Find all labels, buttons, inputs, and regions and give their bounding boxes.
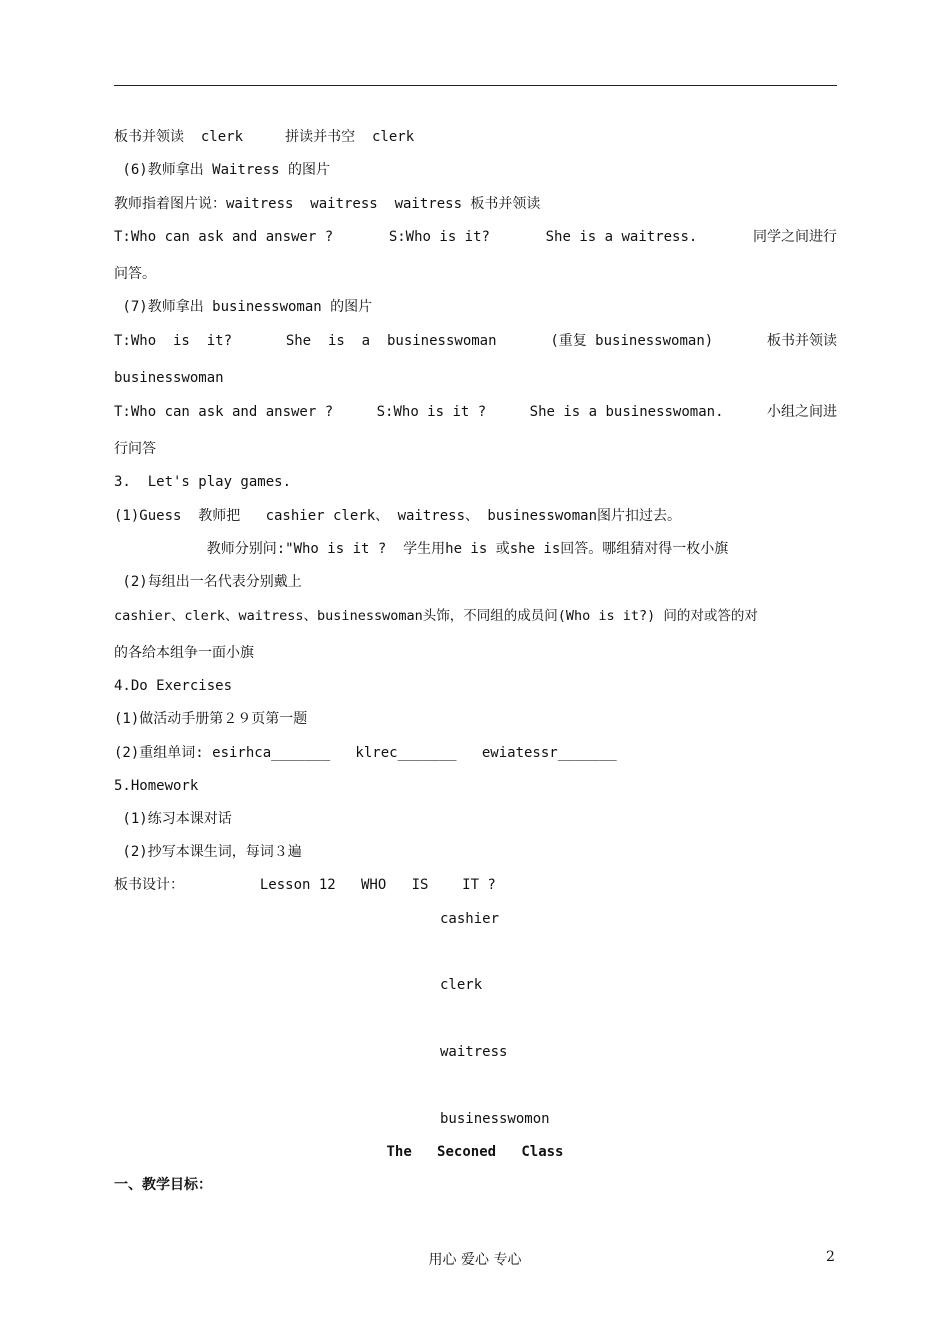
footer-text: 用心 爱心 专心 (428, 1252, 522, 1268)
text-segment: S:Who is it? (388, 229, 490, 245)
text-line: (1)Guess 教师把 cashier clerk、 waitress、 businesswoman图片扣过去。 (114, 508, 682, 524)
board-word: waitress (440, 1044, 508, 1060)
text-line: (7)教师拿出 businesswoman 的图片 (114, 299, 373, 315)
text-segment: She is a waitress. (545, 229, 698, 245)
text-line (114, 227, 837, 247)
text-line: 的各给本组争一面小旗 (114, 645, 254, 661)
text-line: 教师指着图片说：waitress waitress waitress 板书并领读 (114, 196, 541, 212)
text-segment: T:Who is it? (114, 333, 233, 349)
page-number: 2 (826, 1249, 835, 1265)
text-segment: She is a businesswoman (285, 333, 497, 349)
board-word: clerk (440, 977, 483, 993)
text-segment: 同学之间进行 (753, 229, 837, 245)
text-segment: (重复 businesswoman) (550, 333, 714, 349)
text-segment: 小组之间进 (766, 404, 837, 420)
text-line (114, 402, 837, 422)
text-segment: S:Who is it ? (376, 404, 487, 420)
board-word: cashier (440, 911, 500, 927)
text-line: (2)重组单词: esirhca_______ klrec_______ ewiatessr_______ (114, 745, 617, 761)
header-rule (114, 85, 837, 86)
text-line: (1)练习本课对话 (114, 811, 232, 827)
text-line: 3. Let's play games. (114, 474, 292, 490)
text-line: cashier、clerk、waitress、businesswoman头饰，不同组的成员问(Who is it?) 问的对或答的对 (114, 608, 758, 624)
board-word: businesswomon (440, 1111, 550, 1127)
text-segment: She is a businesswoman. (529, 404, 724, 420)
text-line: (2)每组出一名代表分别戴上 (114, 574, 302, 590)
text-line: 板书设计： Lesson 12 WHO IS IT ? (114, 877, 496, 893)
text-segment: T:Who can ask and answer ? (114, 404, 334, 420)
text-line: 教师分别问:"Who is it ? 学生用he is 或she is回答。哪组猜对得一枚小旗 (114, 541, 729, 557)
class-title: The Seconed Class (386, 1144, 564, 1160)
section-heading: 一、教学目标： (114, 1177, 212, 1193)
text-line: (2)抄写本课生词，每词３遍 (114, 844, 302, 860)
text-line: businesswoman (114, 370, 224, 386)
text-line: 问答。 (114, 266, 156, 282)
text-line: (1)做活动手册第２９页第一题 (114, 711, 308, 727)
text-segment: 板书并领读 (766, 333, 837, 349)
text-line: 5.Homework (114, 778, 199, 794)
text-line (114, 331, 837, 351)
text-line: 板书并领读 clerk 拼读并书空 clerk (114, 129, 415, 145)
text-segment: T:Who can ask and answer ? (114, 229, 334, 245)
text-line: 4.Do Exercises (114, 678, 233, 694)
text-line: (6)教师拿出 Waitress 的图片 (114, 162, 331, 178)
text-line: 行问答 (114, 441, 156, 457)
